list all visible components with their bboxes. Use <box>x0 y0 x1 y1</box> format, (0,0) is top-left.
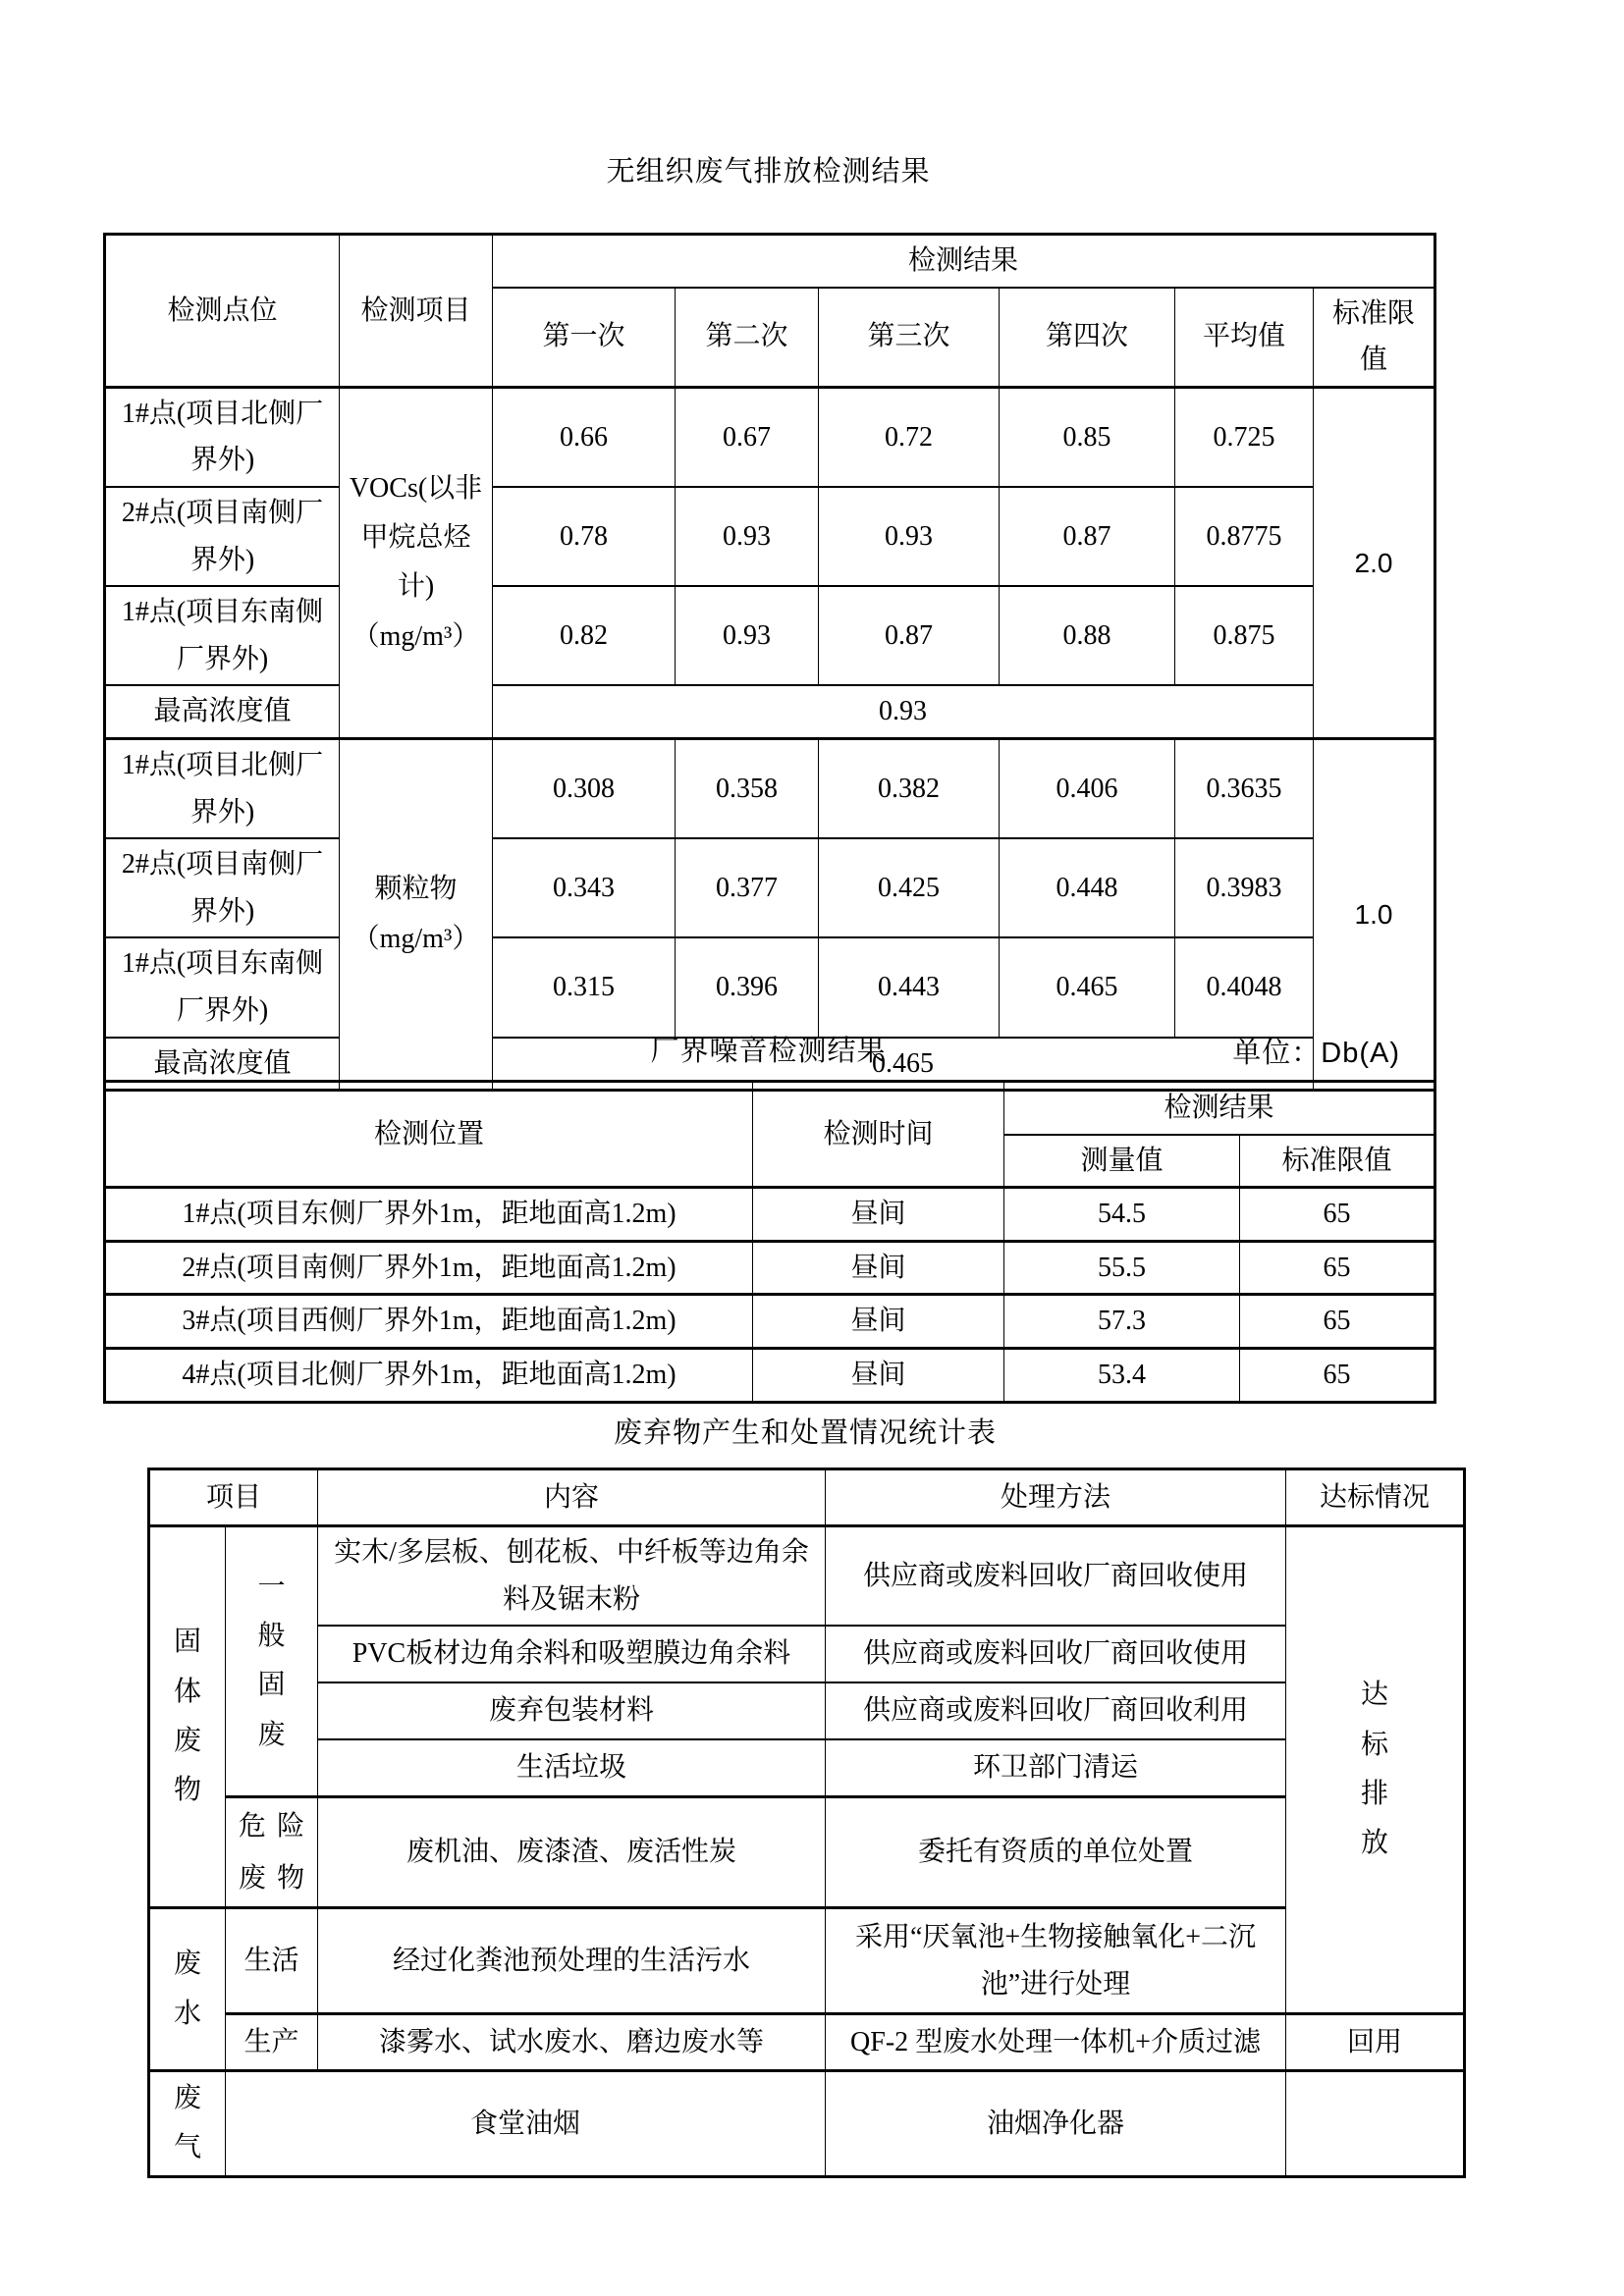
column-header-result: 检测结果 <box>493 235 1435 288</box>
measurement-value: 0.85 <box>1000 387 1175 487</box>
column-header-measured: 测量值 <box>1004 1135 1240 1188</box>
waste-content: 漆雾水、试水废水、磨边废水等 <box>318 2014 826 2071</box>
column-header-status: 达标情况 <box>1286 1469 1465 1526</box>
measurement-value: 0.72 <box>819 387 1000 487</box>
table-row <box>105 685 1435 738</box>
subcategory-label: 一般固废 <box>257 1571 286 1750</box>
noise-table <box>103 1080 1436 1404</box>
average-value: 0.8775 <box>1175 487 1314 586</box>
table-row <box>149 2014 1465 2071</box>
monitoring-point-label: 2#点(项目南侧厂界外) <box>105 838 340 937</box>
table-row <box>105 387 1435 487</box>
column-header-run4: 第四次 <box>1000 288 1175 388</box>
measurement-value: 0.93 <box>676 487 819 586</box>
table-row <box>105 1348 1435 1402</box>
average-value: 0.3983 <box>1175 838 1314 937</box>
measurement-value: 0.93 <box>676 586 819 685</box>
monitoring-point-label: 1#点(项目东南侧厂界外) <box>105 937 340 1037</box>
column-header-run3: 第三次 <box>819 288 1000 388</box>
noise-unit <box>1232 1031 1400 1076</box>
noise-title-row <box>103 1029 1434 1074</box>
table-row <box>105 235 1435 288</box>
column-header-point: 检测点位 <box>105 235 340 388</box>
table-row <box>149 2071 1465 2177</box>
category-label: 废水 <box>173 1949 201 2029</box>
noise-limit: 65 <box>1240 1295 1435 1349</box>
noise-location: 1#点(项目东侧厂界外1m，距地面高1.2m) <box>105 1188 753 1242</box>
waste-content: 废弃包装材料 <box>318 1682 826 1739</box>
noise-measured: 55.5 <box>1004 1241 1240 1295</box>
measurement-value: 0.396 <box>676 937 819 1037</box>
noise-location: 3#点(项目西侧厂界外1m，距地面高1.2m) <box>105 1295 753 1349</box>
measurement-value: 0.93 <box>819 487 1000 586</box>
waste-content: PVC板材边角余料和吸塑膜边角余料 <box>318 1626 826 1682</box>
measurement-value: 0.78 <box>493 487 676 586</box>
average-value: 0.4048 <box>1175 937 1314 1037</box>
table-row <box>105 1082 1435 1135</box>
waste-content: 实木/多层板、刨花板、中纤板等边角余料及锯末粉 <box>318 1526 826 1627</box>
table-row <box>149 1526 1465 1627</box>
column-header-run2: 第二次 <box>676 288 819 388</box>
measurement-value: 0.358 <box>676 738 819 838</box>
measurement-value: 0.87 <box>819 586 1000 685</box>
measurement-value: 0.308 <box>493 738 676 838</box>
category-solid-waste <box>149 1526 226 1908</box>
status-label: 达标排放 <box>1361 1680 1389 1859</box>
subcategory-hazardous-waste <box>226 1796 318 1907</box>
column-header-run1: 第一次 <box>493 288 676 388</box>
subcategory-label: 危险废物 <box>238 1810 316 1894</box>
measurement-value: 0.382 <box>819 738 1000 838</box>
waste-method: 环卫部门清运 <box>826 1739 1286 1796</box>
average-value: 0.3635 <box>1175 738 1314 838</box>
noise-location: 2#点(项目南侧厂界外1m，距地面高1.2m) <box>105 1241 753 1295</box>
noise-limit: 65 <box>1240 1188 1435 1242</box>
column-header-time: 检测时间 <box>753 1082 1004 1188</box>
table-row <box>149 1469 1465 1526</box>
waste-method: 采用“厌氧池+生物接触氧化+二沉池”进行处理 <box>826 1908 1286 2014</box>
noise-limit: 65 <box>1240 1348 1435 1402</box>
subcategory-domestic: 生活 <box>226 1908 318 2014</box>
unit-label: 单位： <box>1232 1038 1322 1069</box>
measurement-value: 0.465 <box>1000 937 1175 1037</box>
max-concentration-label: 最高浓度值 <box>105 685 340 738</box>
limit-value: 2.0 <box>1314 387 1435 738</box>
waste-content: 生活垃圾 <box>318 1739 826 1796</box>
noise-measured: 54.5 <box>1004 1188 1240 1242</box>
noise-title: 厂界噪音检测结果 <box>650 1036 887 1067</box>
gas-emission-table <box>103 233 1436 1092</box>
noise-time: 昼间 <box>753 1188 1004 1242</box>
noise-measured: 57.3 <box>1004 1295 1240 1349</box>
monitoring-point-label: 2#点(项目南侧厂界外) <box>105 487 340 586</box>
waste-method: QF-2 型废水处理一体机+介质过滤 <box>826 2014 1286 2071</box>
measurement-value: 0.82 <box>493 586 676 685</box>
table-row <box>149 1796 1465 1907</box>
table-row <box>149 1626 1465 1682</box>
measurement-value: 0.406 <box>1000 738 1175 838</box>
table-row <box>149 1739 1465 1796</box>
column-header-average: 平均值 <box>1175 288 1314 388</box>
item-unit: （mg/m³） <box>352 620 480 652</box>
column-header-content: 内容 <box>318 1469 826 1526</box>
column-header-limit: 标准限值 <box>1314 288 1435 388</box>
column-header-item: 项目 <box>149 1469 318 1526</box>
monitoring-item-voc <box>340 387 493 738</box>
table-row <box>105 838 1435 937</box>
table-row <box>105 1188 1435 1242</box>
max-concentration-value: 0.93 <box>493 685 1314 738</box>
status-value: 回用 <box>1286 2014 1465 2071</box>
unit-value: Db(A) <box>1321 1038 1400 1069</box>
table-row <box>105 1241 1435 1295</box>
category-wastewater <box>149 1908 226 2071</box>
table-row <box>105 586 1435 685</box>
item-unit: （mg/m³） <box>352 923 480 954</box>
category-label: 废气 <box>173 2083 201 2163</box>
measurement-value: 0.343 <box>493 838 676 937</box>
noise-time: 昼间 <box>753 1295 1004 1349</box>
waste-content: 食堂油烟 <box>226 2071 826 2177</box>
limit-value: 1.0 <box>1314 738 1435 1090</box>
waste-title: 废弃物产生和处置情况统计表 <box>613 1417 997 1449</box>
monitoring-point-label: 1#点(项目北侧厂界外) <box>105 387 340 487</box>
measurement-value: 0.88 <box>1000 586 1175 685</box>
measurement-value: 0.66 <box>493 387 676 487</box>
category-waste-gas <box>149 2071 226 2177</box>
status-value-empty <box>1286 2071 1465 2177</box>
monitoring-point-label: 1#点(项目北侧厂界外) <box>105 738 340 838</box>
table-row <box>105 937 1435 1037</box>
waste-method: 委托有资质的单位处置 <box>826 1796 1286 1907</box>
max-concentration-value: 0.465 <box>493 1038 1314 1091</box>
item-name: VOCs(以非甲烷总烃计) <box>349 472 483 603</box>
measurement-value: 0.377 <box>676 838 819 937</box>
subcategory-general-waste <box>226 1526 318 1797</box>
subcategory-production: 生产 <box>226 2014 318 2071</box>
noise-location: 4#点(项目北侧厂界外1m，距地面高1.2m) <box>105 1348 753 1402</box>
measurement-value: 0.425 <box>819 838 1000 937</box>
noise-measured: 53.4 <box>1004 1348 1240 1402</box>
waste-content: 废机油、废漆渣、废活性炭 <box>318 1796 826 1907</box>
table-row <box>105 487 1435 586</box>
monitoring-point-label: 1#点(项目东南侧厂界外) <box>105 586 340 685</box>
average-value: 0.875 <box>1175 586 1314 685</box>
measurement-value: 0.67 <box>676 387 819 487</box>
measurement-value: 0.448 <box>1000 838 1175 937</box>
item-name: 颗粒物 <box>374 874 458 905</box>
column-header-item: 检测项目 <box>340 235 493 388</box>
column-header-method: 处理方法 <box>826 1469 1286 1526</box>
column-header-location: 检测位置 <box>105 1082 753 1188</box>
table-row <box>105 1295 1435 1349</box>
max-concentration-label: 最高浓度值 <box>105 1038 340 1091</box>
status-value <box>1286 1526 1465 2014</box>
table-row <box>149 1908 1465 2014</box>
measurement-value: 0.443 <box>819 937 1000 1037</box>
noise-limit: 65 <box>1240 1241 1435 1295</box>
gas-emission-title: 无组织废气排放检测结果 <box>606 156 931 187</box>
column-header-limit: 标准限值 <box>1240 1135 1435 1188</box>
column-header-result: 检测结果 <box>1004 1082 1435 1135</box>
waste-method: 供应商或废料回收厂商回收使用 <box>826 1626 1286 1682</box>
table-row <box>105 738 1435 838</box>
waste-method: 供应商或废料回收厂商回收利用 <box>826 1682 1286 1739</box>
category-label: 固体废物 <box>173 1627 201 1806</box>
waste-method: 供应商或废料回收厂商回收使用 <box>826 1526 1286 1627</box>
noise-time: 昼间 <box>753 1348 1004 1402</box>
waste-method: 油烟净化器 <box>826 2071 1286 2177</box>
average-value: 0.725 <box>1175 387 1314 487</box>
table-row <box>149 1682 1465 1739</box>
waste-content: 经过化粪池预处理的生活污水 <box>318 1908 826 2014</box>
measurement-value: 0.315 <box>493 937 676 1037</box>
noise-time: 昼间 <box>753 1241 1004 1295</box>
waste-table <box>147 1468 1466 2178</box>
measurement-value: 0.87 <box>1000 487 1175 586</box>
